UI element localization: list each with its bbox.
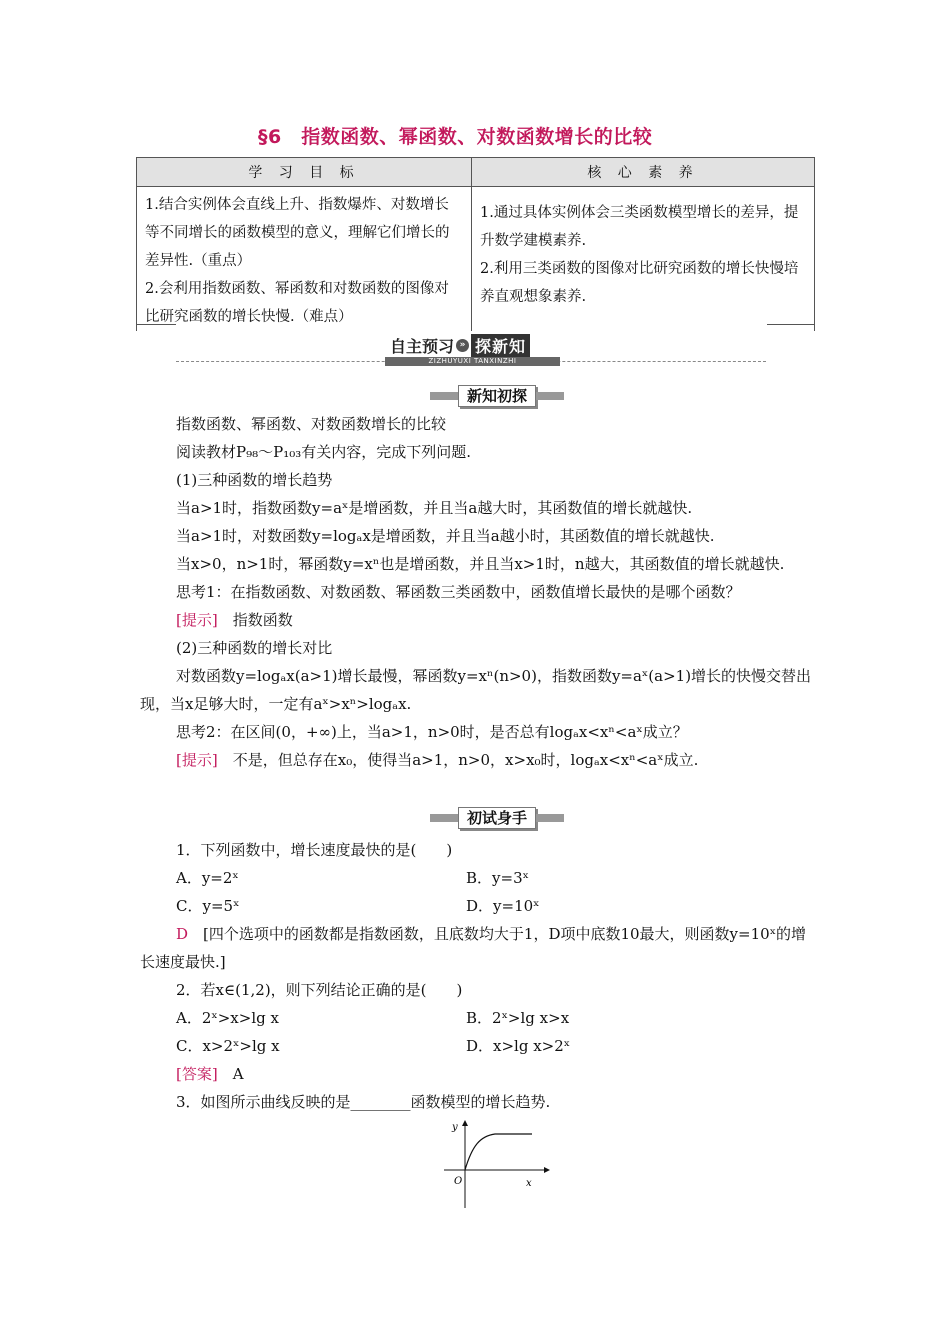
subheading: (1)三种函数的增长趋势 bbox=[176, 471, 333, 489]
option: D．y=10ˣ bbox=[466, 897, 540, 915]
hint: [提示] 不是，但总存在x₀，使得当a>1，n>0，x>x₀时，logₐx<xⁿ<aˣ成立. bbox=[176, 751, 699, 769]
y-axis-arrow bbox=[462, 1120, 468, 1126]
literacy-item: 2.利用三类函数的图像对比研究函数的增长快慢培养直观想象素养. bbox=[480, 261, 799, 305]
table-bottom-right-rule bbox=[767, 324, 815, 325]
x-axis-arrow bbox=[544, 1167, 550, 1173]
answer: [答案] A bbox=[176, 1065, 244, 1083]
paragraph: 当x>0，n>1时，幂函数y=xⁿ也是增函数，并且当x>1时，n越大，其函数值的增长就越快. bbox=[176, 555, 785, 573]
paragraph: 当a>1时，对数函数y=logₐx是增函数，并且当a越小时，其函数值的增长就越快. bbox=[176, 527, 715, 545]
goals-cell bbox=[137, 187, 472, 332]
option: B．y=3ˣ bbox=[466, 869, 529, 887]
option: A．2ˣ>x>lg x bbox=[176, 1009, 279, 1027]
topic: 指数函数、幂函数、对数函数增长的比较 bbox=[176, 415, 447, 433]
subheading: (2)三种函数的增长对比 bbox=[176, 639, 333, 657]
paragraph: 对数函数y=logₐx(a>1)增长最慢，幂函数y=xⁿ(n>0)，指数函数y=aˣ(a>1)增长的快慢交替出现，当x足够大时，一定有aˣ>xⁿ>logₐx. bbox=[140, 667, 812, 713]
question: 思考2：在区间(0，+∞)上，当a>1，n>0时，是否总有logₐx<xⁿ<aˣ成立？ bbox=[176, 723, 688, 741]
literacy-header: 核 心 素 养 bbox=[472, 158, 815, 187]
banner-left: 自主预习 bbox=[390, 336, 455, 356]
section-heading-try: 初试身手 bbox=[430, 806, 564, 830]
banner-right: 探新知 bbox=[471, 334, 530, 357]
literacy-cell bbox=[472, 187, 815, 332]
section-banner bbox=[390, 334, 558, 356]
paragraph: 当a>1时，指数函数y=aˣ是增函数，并且当a越大时，其函数值的增长就越快. bbox=[176, 499, 693, 517]
question: 3．如图所示曲线反映的是________函数模型的增长趋势. bbox=[176, 1093, 551, 1111]
reading-note: 阅读教材P₉₈～P₁₀₃有关内容，完成下列问题. bbox=[176, 443, 472, 461]
section-heading-new: 新知初探 bbox=[430, 384, 564, 408]
y-label: y bbox=[452, 1122, 458, 1133]
option: B．2ˣ>lg x>x bbox=[466, 1009, 570, 1027]
question: 2．若x∈(1,2)，则下列结论正确的是( ) bbox=[176, 981, 463, 999]
content-body bbox=[140, 410, 815, 774]
option: D．x>lg x>2ˣ bbox=[466, 1037, 571, 1055]
origin-label: O bbox=[454, 1176, 463, 1187]
goal-item: 1.结合实例体会直线上升、指数爆炸、对数增长等不同增长的函数模型的意义，理解它们增长的差异性.（重点） bbox=[145, 197, 450, 269]
banner-subtitle: ZIZHUYUXI TANXINZHI bbox=[385, 357, 560, 366]
question: 思考1：在指数函数、对数函数、幂函数三类函数中，函数值增长最快的是哪个函数？ bbox=[176, 583, 741, 601]
question: 1．下列函数中，增长速度最快的是( ) bbox=[176, 841, 453, 859]
exercise-body bbox=[140, 836, 815, 1116]
hint: [提示] 指数函数 bbox=[176, 611, 293, 629]
page-title: §6 指数函数、幂函数、对数函数增长的比较 bbox=[258, 126, 653, 148]
option: A．y=2ˣ bbox=[176, 869, 239, 887]
goal-item: 2.会利用指数函数、幂函数和对数函数的图像对比研究函数的增长快慢.（难点） bbox=[145, 281, 449, 325]
table-bottom-left-rule bbox=[136, 324, 176, 325]
growth-curve bbox=[465, 1134, 532, 1170]
option: C．x>2ˣ>lg x bbox=[176, 1037, 280, 1055]
option: C．y=5ˣ bbox=[176, 897, 240, 915]
arrow-icon: » bbox=[456, 339, 469, 352]
literacy-item: 1.通过具体实例体会三类函数模型增长的差异，提升数学建模素养. bbox=[480, 205, 799, 249]
x-label: x bbox=[526, 1178, 532, 1189]
goals-header: 学 习 目 标 bbox=[137, 158, 472, 187]
goals-table bbox=[136, 157, 815, 331]
answer: D [四个选项中的函数都是指数函数，且底数均大于1，D项中底数10最大，则函数y=10ˣ的增长速度最快.] bbox=[140, 925, 807, 971]
curve-figure bbox=[440, 1118, 550, 1210]
